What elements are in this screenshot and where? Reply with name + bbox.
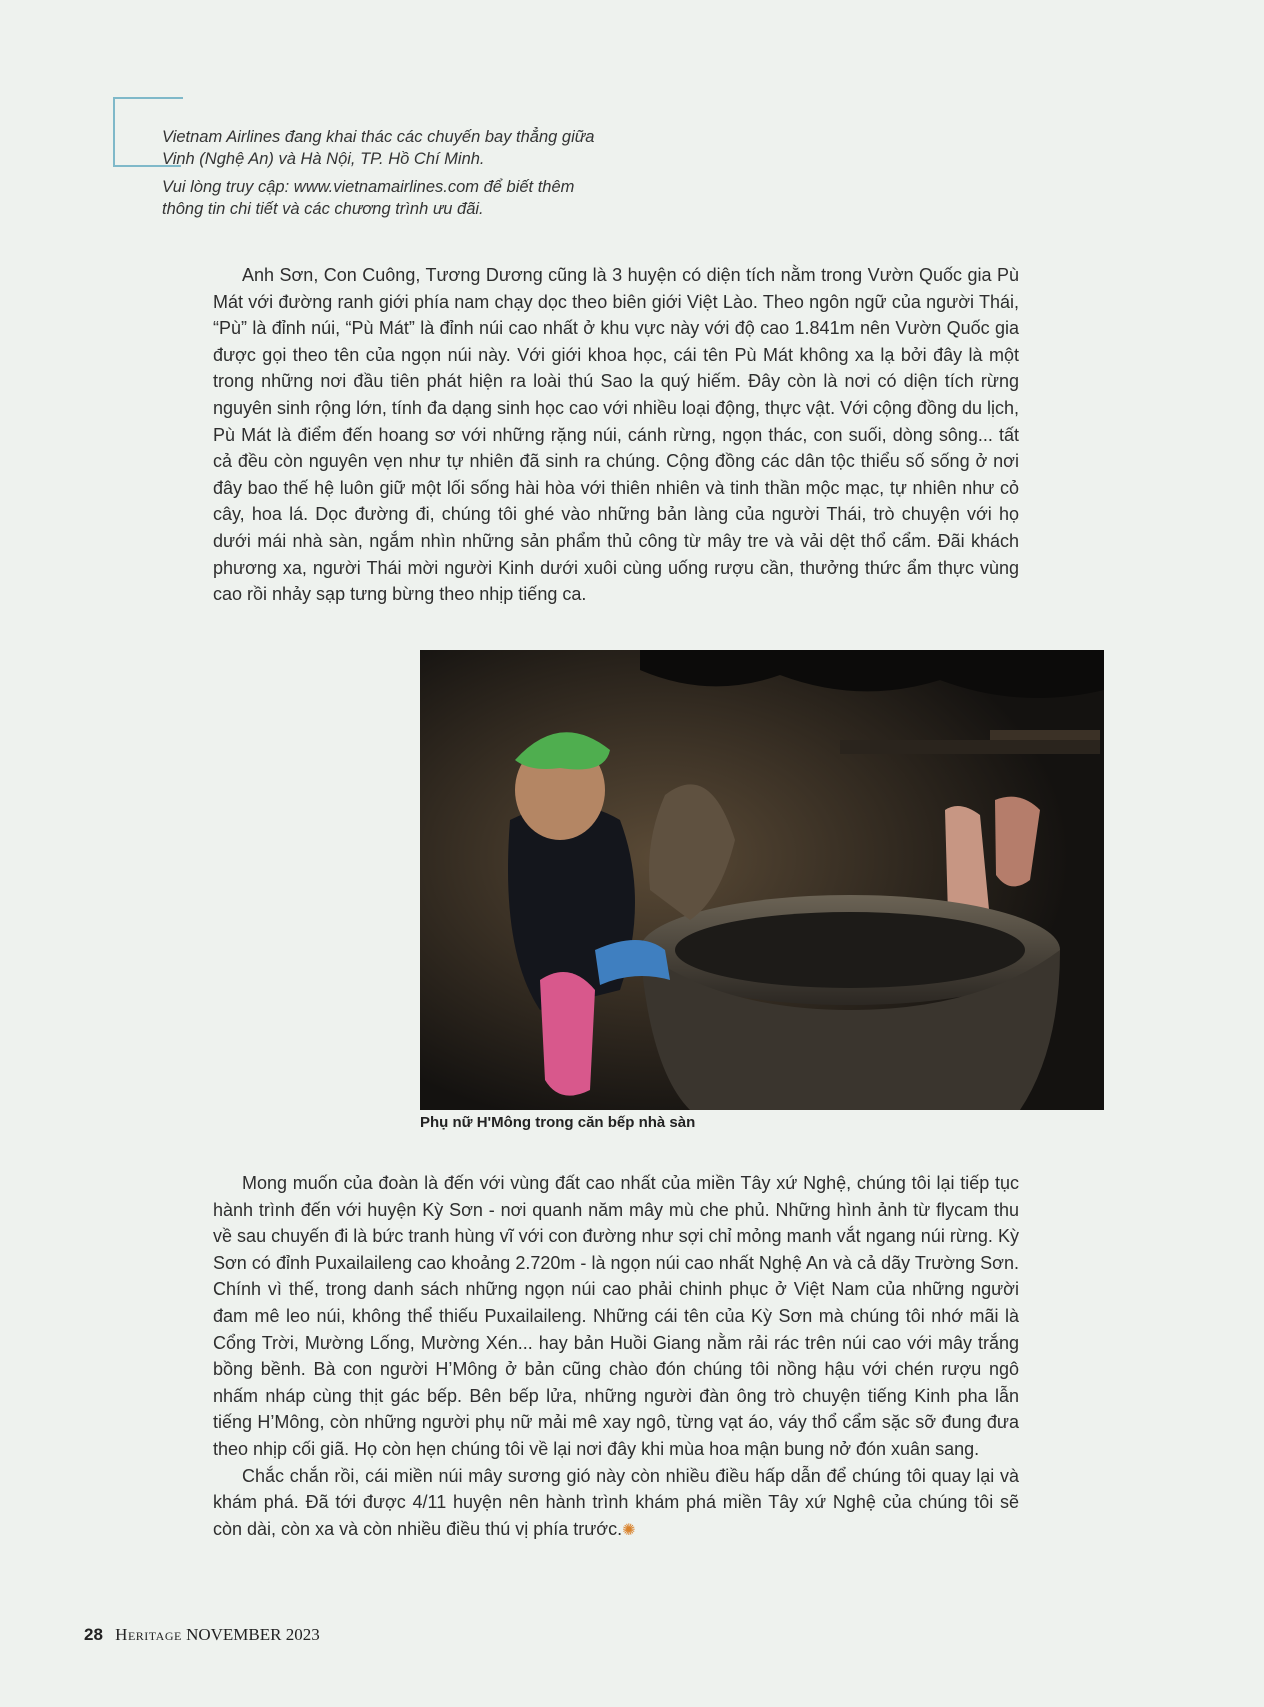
airline-note-line-2: Vui lòng truy cập: www.vietnamairlines.com để biết thêm thông tin chi tiết và các chương trình ưu đãi.: [162, 178, 575, 218]
article-paragraph-closing: [213, 1463, 1019, 1545]
page-footer: [84, 1625, 320, 1645]
end-mark-icon: ✺: [622, 1521, 636, 1539]
magazine-name: Heritage: [115, 1625, 182, 1644]
hmong-kitchen-photo: [420, 650, 1104, 1110]
photo-caption: Phụ nữ H'Mông trong căn bếp nhà sàn: [420, 1114, 696, 1131]
article-section-2: [213, 1170, 1019, 1544]
airline-note-line-1: Vietnam Airlines đang khai thác các chuyến bay thẳng giữa Vinh (Nghệ An) và Hà Nội, TP. Hồ Chí Minh.: [162, 128, 595, 168]
airline-info-note: [162, 126, 602, 226]
article-paragraph: Anh Sơn, Con Cuông, Tương Dương cũng là 3 huyện có diện tích nằm trong Vườn Quốc gia Pù Mát với đường ranh giới phía nam chạy dọc theo biên giới Việt Lào. Theo ngôn ngữ của người Thái, “Pù” là đỉnh núi, “Pù Mát” là đỉnh núi cao nhất ở khu vực này với độ cao 1.841m nên Vườn Quốc gia được gọi theo tên của ngọn núi này. Với giới khoa học, cái tên Pù Mát không xa lạ bởi đây là một trong những nơi đầu tiên phát hiện ra loài thú Sao la quý hiếm. Đây còn là nơi có diện tích rừng nguyên sinh rộng lớn, tính đa dạng sinh học cao với nhiều loại động, thực vật. Với cộng đồng du lịch, Pù Mát là điểm đến hoang sơ với những rặng núi, cánh rừng, ngọn thác, con suối, dòng sông... tất cả đều còn nguyên vẹn như tự nhiên đã sinh ra chúng. Cộng đồng các dân tộc thiểu số sống ở nơi đây bao thế hệ luôn giữ một lối sống hài hòa với thiên nhiên và tinh thần mộc mạc, tự nhiên như cỏ cây, hoa lá. Dọc đường đi, chúng tôi ghé vào những bản làng của người Thái, trò chuyện với họ dưới mái nhà sàn, ngắm nhìn những sản phẩm thủ công từ mây tre và vải dệt thổ cẩm. Đãi khách phương xa, người Thái mời người Kinh dưới xuôi cùng uống rượu cần, thưởng thức ẩm thực vùng cao rồi nhảy sạp tưng bừng theo nhịp tiếng ca.: [213, 265, 1019, 605]
article-paragraph: Mong muốn của đoàn là đến với vùng đất cao nhất của miền Tây xứ Nghệ, chúng tôi lại tiếp tục hành trình đến với huyện Kỳ Sơn - nơi quanh năm mây mù che phủ. Những hình ảnh từ flycam thu về sau chuyến đi là bức tranh hùng vĩ với con đường như sợi chỉ mỏng manh vắt ngang núi rừng. Kỳ Sơn có đỉnh Puxailaileng cao khoảng 2.720m - là ngọn núi cao nhất Nghệ An và cả dãy Trường Sơn. Chính vì thế, trong danh sách những ngọn núi cao phải chinh phục ở Việt Nam của những người đam mê leo núi, không thể thiếu Puxailaileng. Những cái tên của Kỳ Sơn mà chúng tôi nhớ mãi là Cổng Trời, Mường Lống, Mường Xén... hay bản Huồi Giang nằm rải rác trên núi cao với mây trắng bồng bềnh. Bà con người H’Mông ở bản cũng chào đón chúng tôi nồng hậu với chén rượu ngô nhấm nháp cùng thịt gác bếp. Bên bếp lửa, những người đàn ông trò chuyện tiếng Kinh pha lẫn tiếng H’Mông, còn những người phụ nữ mải mê xay ngô, từng vạt áo, váy thổ cẩm sặc sỡ đung đưa theo nhịp cối giã. Họ còn hẹn chúng tôi về lại nơi đây khi mùa hoa mận bung nở đón xuân sang.: [213, 1173, 1019, 1459]
issue-date: NOVEMBER 2023: [186, 1625, 320, 1644]
page-number: 28: [84, 1625, 103, 1644]
article-section-1: [213, 262, 1019, 608]
closing-text: Chắc chắn rồi, cái miền núi mây sương gió này còn nhiều điều hấp dẫn để chúng tôi quay lại và khám phá. Đã tới được 4/11 huyện nên hành trình khám phá miền Tây xứ Nghệ của chúng tôi sẽ còn dài, còn xa và còn nhiều điều thú vị phía trước.: [213, 1465, 1019, 1539]
